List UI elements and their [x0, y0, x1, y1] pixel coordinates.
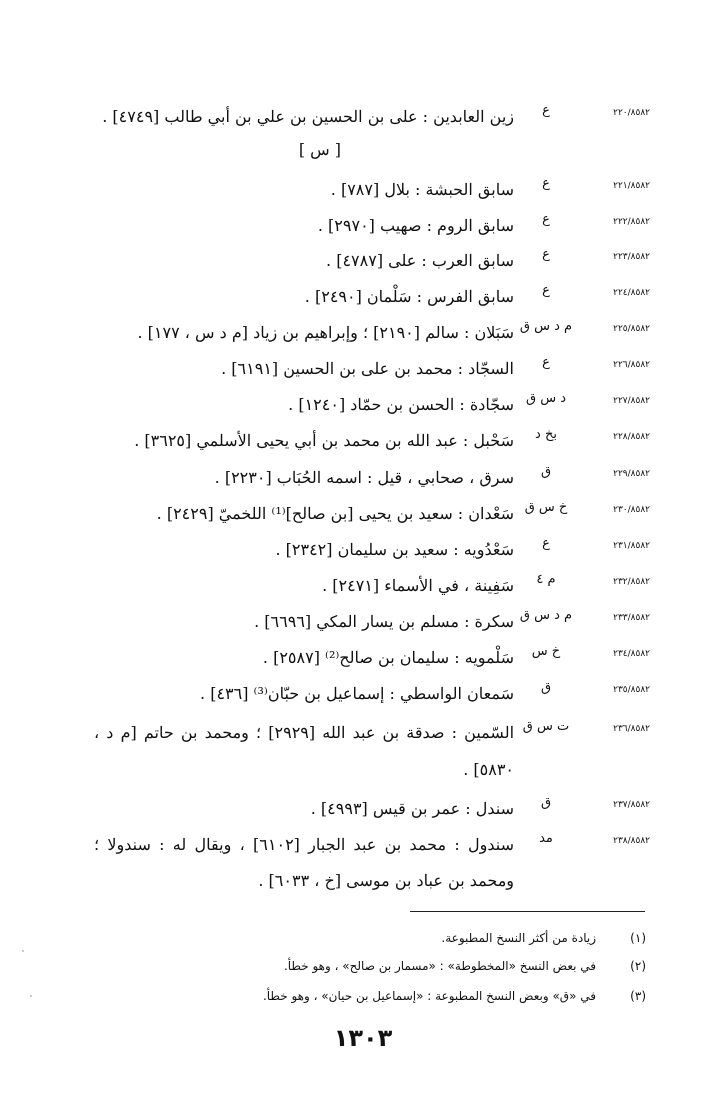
- entry-text: سَعْدان : سعيد بن يحيى [بن صالح]⁽¹⁾ اللخميّ [٢٤٢٩] .: [156, 504, 514, 523]
- entry-text: سجّادة : الحسن بن حمّاد [١٢٤٠] .: [288, 395, 514, 414]
- entry-number: ٢٣١/٨٥٨٢: [613, 541, 650, 551]
- entry-text: زين العابدين : على بن الحسين بن علي بن أبي طالب [٤٧٤٩] .: [102, 107, 514, 126]
- entry-229: [0, 461, 726, 495]
- entry-number: ٢٣٧/٨٥٨٢: [613, 800, 650, 810]
- entry-235: [0, 677, 726, 711]
- source-code: ع: [542, 176, 550, 191]
- entry-text: سابق الروم : صهيب [٢٩٧٠] .: [317, 216, 514, 235]
- source-code: ق: [540, 795, 552, 810]
- footnote-3: [0, 982, 726, 1010]
- entry-232: [0, 569, 726, 603]
- entry-text: سكرة : مسلم بن يسار المكي [٦٦٩٦] .: [254, 612, 514, 631]
- entry-224: [0, 280, 726, 314]
- source-code: م د س ق: [519, 608, 573, 623]
- entry-number: ٢٣٠/٨٥٨٢: [613, 505, 650, 515]
- entry-225: [0, 316, 726, 350]
- scan-speck: [30, 995, 32, 997]
- entry-238-continuation: [0, 864, 726, 898]
- source-code: خ س ق: [524, 500, 568, 515]
- footnote-number: (٢): [630, 959, 646, 973]
- source-code: ق: [540, 680, 552, 695]
- source-code: م د س ق: [519, 319, 573, 334]
- entry-text: سَمعان الواسطي : إسماعيل بن حبّان⁽³⁾ [٤٣٦] .: [200, 684, 514, 703]
- entry-221: [0, 173, 726, 207]
- entry-228: [0, 424, 726, 458]
- entry-text-continuation: [ س ]: [298, 140, 341, 159]
- entry-238: [0, 828, 726, 862]
- source-code: ع: [542, 536, 550, 551]
- entry-220-continuation: [0, 133, 726, 167]
- entry-237: [0, 792, 726, 826]
- entry-text: سرق ، صحابي ، قيل : اسمه الحُبَاب [٢٢٣٠] .: [214, 468, 514, 487]
- footnote-number: (٣): [630, 989, 646, 1003]
- entry-number: ٢٢٦/٨٥٨٢: [613, 360, 650, 370]
- source-code: بخ د: [535, 427, 557, 442]
- entry-number: ٢٣٦/٨٥٨٢: [613, 724, 650, 734]
- entry-number: ٢٢٣/٨٥٨٢: [613, 252, 650, 262]
- source-code: د س ق: [525, 391, 566, 406]
- entry-222: [0, 209, 726, 243]
- entry-231: [0, 533, 726, 567]
- entry-number: ٢٣٥/٨٥٨٢: [613, 685, 650, 695]
- entry-text: سابق الفرس : سَلْمان [٢٤٩٠] .: [304, 287, 514, 306]
- source-code: ع: [542, 283, 550, 298]
- footnote-number: (١): [630, 931, 646, 945]
- entry-number: ٢٣٤/٨٥٨٢: [613, 649, 650, 659]
- entry-text: سندول : محمد بن عبد الجبار [٦١٠٢] ، ويقال له : سندولا ؛: [94, 835, 514, 854]
- entry-text: سندل : عمر بن قيس [٤٩٩٣] .: [310, 799, 514, 818]
- entry-230: [0, 497, 726, 531]
- entry-number: ٢٢٩/٨٥٨٢: [613, 469, 650, 479]
- entry-text: سابق العرب : على [٤٧٨٧] .: [326, 251, 514, 270]
- footnote-1: [0, 924, 726, 952]
- entry-number: ٢٣٨/٨٥٨٢: [613, 836, 650, 846]
- scan-speck: [22, 950, 24, 952]
- entry-number: ٢٢٤/٨٥٨٢: [613, 288, 650, 298]
- entry-text: السجّاد : محمد بن على بن الحسين [٦١٩١] .: [221, 359, 514, 378]
- source-code: ع: [542, 247, 550, 262]
- footnote-text: في بعض النسخ «المخطوطة» : «مسمار بن صالح» ، وهو خطأ.: [283, 959, 596, 973]
- entry-number: ٢٢٨/٨٥٨٢: [613, 432, 650, 442]
- entry-text: سَفِينة ، في الأسماء [٢٤٧١] .: [322, 576, 514, 595]
- footnote-text: زيادة من أكثر النسخ المطبوعة.: [441, 931, 596, 945]
- entry-text: سَعْدُويه : سعيد بن سليمان [٢٣٤٢] .: [275, 540, 514, 559]
- entry-number: ٢٢٢/٨٥٨٢: [613, 217, 650, 227]
- footnote-divider: [410, 911, 645, 912]
- source-code: ق: [540, 464, 552, 479]
- source-code: ت س ق: [522, 719, 570, 734]
- source-code: م ٤: [536, 572, 556, 587]
- entry-220: [0, 100, 726, 134]
- entry-number: ٢٣٣/٨٥٨٢: [613, 613, 650, 623]
- entry-text: سابق الحبشة : بلال [٧٨٧] .: [330, 180, 514, 199]
- entry-233: [0, 605, 726, 639]
- entry-number: ٢٢٠/٨٥٨٢: [613, 108, 650, 118]
- footnote-text: في «ق» وبعض النسخ المطبوعة : «إسماعيل بن حيان» ، وهو خطأ.: [262, 989, 596, 1003]
- page-number: ١٣٠٣: [333, 1024, 393, 1052]
- footnote-2: [0, 952, 726, 980]
- entry-number: ٢٣٢/٨٥٨٢: [613, 577, 650, 587]
- entry-text: سَبَلان : سالم [٢١٩٠] ؛ وإبراهيم بن زياد [م د س ، ١٧٧] .: [137, 323, 514, 342]
- entry-236-continuation: [0, 753, 726, 787]
- entry-number: ٢٢٧/٨٥٨٢: [613, 396, 650, 406]
- entry-text-continuation: ومحمد بن عباد بن موسى [خ ، ٦٠٣٣] .: [258, 871, 514, 890]
- entry-text-continuation: ٥٨٣٠] .: [463, 760, 514, 779]
- source-code: خ س: [531, 644, 561, 659]
- entry-number: ٢٢١/٨٥٨٢: [613, 181, 650, 191]
- entry-227: [0, 388, 726, 422]
- entry-text: سَلْمويه : سليمان بن صالح⁽²⁾ [٢٥٨٧] .: [262, 648, 514, 667]
- source-code: ع: [542, 103, 550, 118]
- source-code: ع: [542, 355, 550, 370]
- entry-text: السّمين : صدقة بن عبد الله [٢٩٢٩] ؛ ومحمد بن حاتم [م د ،: [94, 723, 515, 742]
- entry-number: ٢٢٥/٨٥٨٢: [613, 324, 650, 334]
- entry-text: سَحْبل : عبد الله بن محمد بن أبي يحيى الأسلمي [٣٦٢٥] .: [134, 431, 514, 450]
- entry-226: [0, 352, 726, 386]
- source-code: مد: [539, 831, 553, 846]
- entry-223: [0, 244, 726, 278]
- source-code: ع: [542, 212, 550, 227]
- entry-236: [0, 716, 726, 750]
- entry-234: [0, 641, 726, 675]
